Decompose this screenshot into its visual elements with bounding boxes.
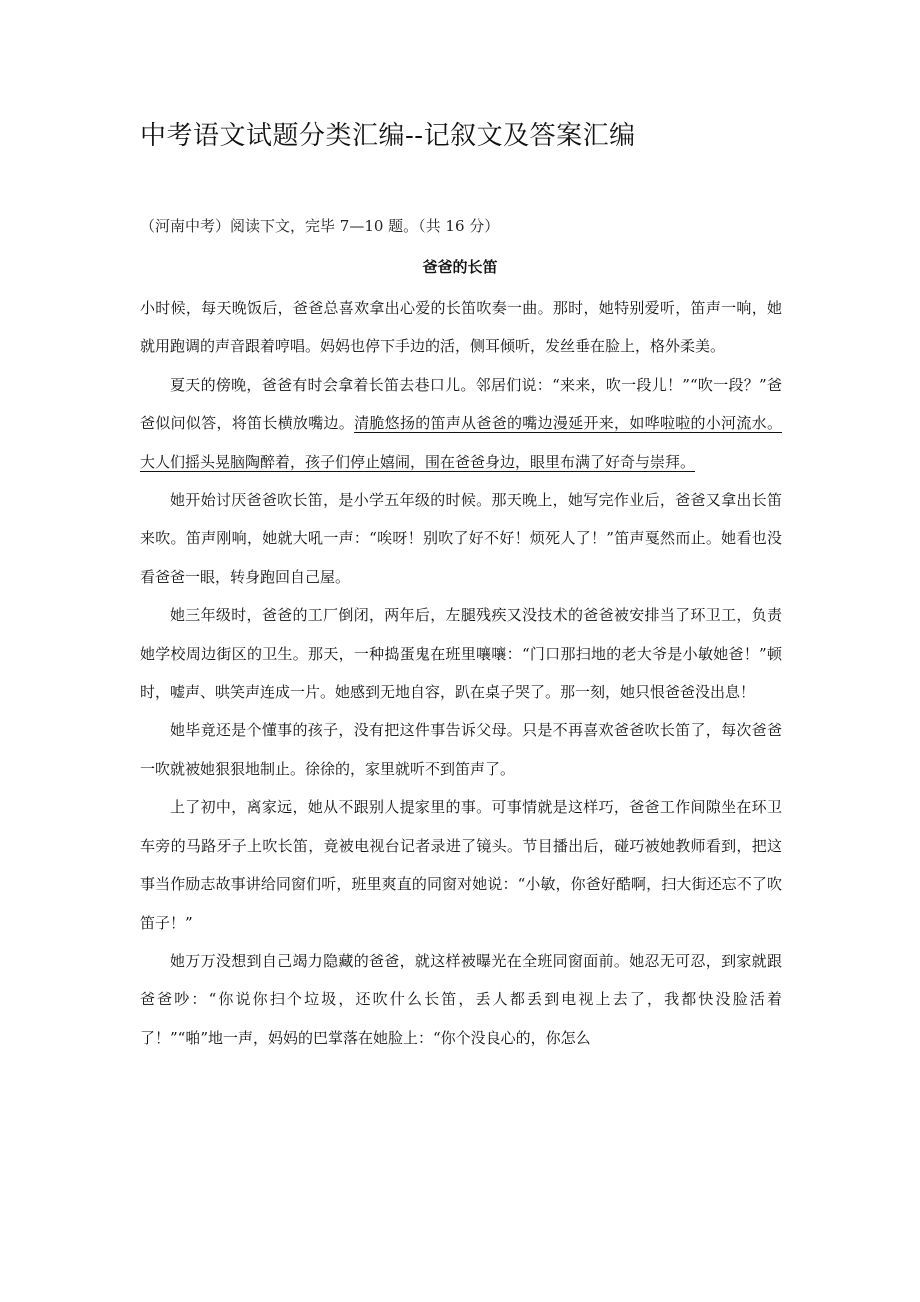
question-source-line: （河南中考）阅读下文，完毕 7—10 题。（共 16 分） — [140, 217, 500, 235]
paragraph-1 — [140, 289, 782, 366]
article-title: 爸爸的长笛 — [422, 258, 498, 276]
paragraph-3-text: 她开始讨厌爸爸吹长笛，是小学五年级的时候。那天晚上，她写完作业后，爸爸又拿出长笛来吹。笛声刚响，她就大吼一声：“唉呀！别吹了好不好！烦死人了！”笛声戛然而止。她看也没看爸爸一眼，转身跑回自己屋。 — [140, 491, 782, 586]
document-title: 中考语文试题分类汇编--记叙文及答案汇编 — [140, 121, 636, 151]
paragraph-2-underlined-sentence: 清脆悠扬的笛声从爸爸的嘴边漫延开来，如哗啦啦的小河流水。大人们摇头晃脑陶醉着，孩子们停止嬉闹，围在爸爸身边，眼里布满了好奇与崇拜。 — [140, 414, 782, 471]
paragraph-6-text: 上了初中，离家远，她从不跟别人提家里的事。可事情就是这样巧，爸爸工作间隙坐在环卫车旁的马路牙子上吹长笛，竟被电视台记者录进了镜头。节目播出后，碰巧被她教师看到，把这事当作励志故事讲给同窗们听，班里爽直的同窗对她说：“小敏，你爸好酷啊，扫大街还忘不了吹笛子！” — [140, 798, 782, 932]
paragraph-4 — [140, 596, 782, 711]
paragraph-5-text: 她毕竟还是个懂事的孩子，没有把这件事告诉父母。只是不再喜欢爸爸吹长笛了，每次爸爸一吹就被她狠狠地制止。徐徐的，家里就听不到笛声了。 — [140, 721, 782, 778]
paragraph-2-text: 夏天的傍晚，爸爸有时会拿着长笛去巷口儿。邻居们说：“来来，吹一段儿！”“吹一段？”爸爸似问似答，将笛长横放嘴边。 — [140, 375, 782, 433]
paragraph-1-text: 小时候，每天晚饭后，爸爸总喜欢拿出心爱的长笛吹奏一曲。那时，她特别爱听，笛声一响，她就用跑调的声音跟着哼唱。妈妈也停下手边的活，侧耳倾听，发丝垂在脸上，格外柔美。 — [140, 299, 782, 356]
paragraph-4-text: 她三年级时，爸爸的工厂倒闭，两年后，左腿残疾又没技术的爸爸被安排当了环卫工，负责她学校周边街区的卫生。那天，一种捣蛋鬼在班里嚷嚷：“门口那扫地的老大爷是小敏她爸！”顿时，嘘声、哄笑声连成一片。她感到无地自容，趴在桌子哭了。那一刻，她只恨爸爸没出息！ — [140, 606, 782, 702]
article-body — [140, 289, 782, 1057]
paragraph-2 — [140, 366, 782, 481]
paragraph-3 — [140, 481, 782, 596]
paragraph-5 — [140, 711, 782, 788]
paragraph-7-text: 她万万没想到自己竭力隐藏的爸爸，就这样被曝光在全班同窗面前。她忍无可忍，到家就跟爸爸吵：“你说你扫个垃圾，还吹什么长笛，丢人都丢到电视上去了，我都快没脸活着了！”“啪”地一声，妈妈的巴掌落在她脸上：“你个没良心的，你怎么 — [140, 951, 782, 1047]
paragraph-7 — [140, 942, 782, 1057]
paragraph-6 — [140, 788, 782, 942]
